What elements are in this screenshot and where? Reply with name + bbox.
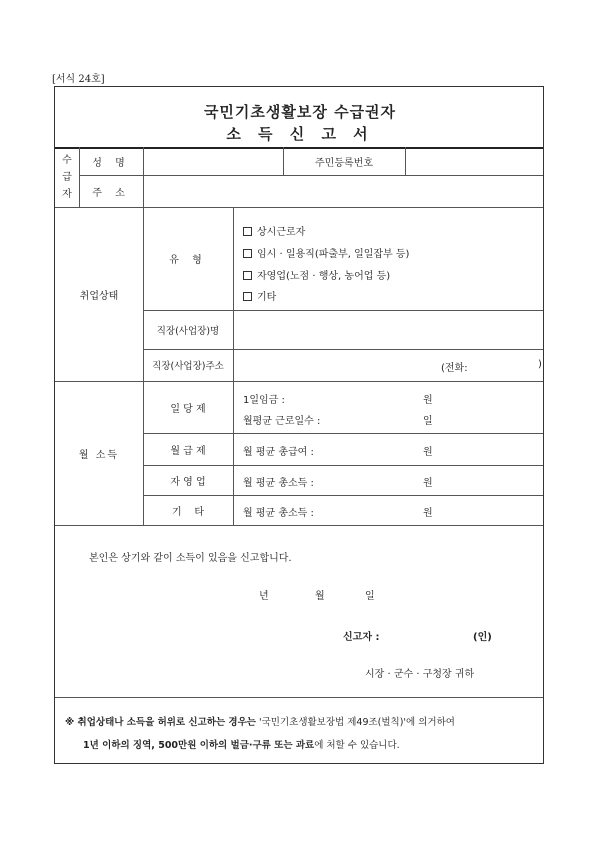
workplace-address-label: 직장(사업장)주소 xyxy=(152,361,224,372)
name-label: 성 명 xyxy=(92,157,130,169)
self-employed-income-label: 월 평균 총소득 : xyxy=(243,478,314,489)
workplace-address-field[interactable] xyxy=(234,350,434,381)
form-frame xyxy=(54,86,544,764)
checkbox-icon[interactable] xyxy=(243,292,252,301)
work-days-label: 월평균 근로일수 : xyxy=(243,416,321,427)
income-type-monthly: 월 급 제 xyxy=(170,445,206,457)
option-temporary[interactable]: 임시 · 일용직(파출부, 일일잡부 등) xyxy=(243,245,409,260)
name-field[interactable] xyxy=(144,148,282,175)
date-year: 년 xyxy=(259,591,269,602)
date-month: 월 xyxy=(315,591,325,602)
form-title-line2: 소 득 신 고 서 xyxy=(226,125,374,143)
monthly-income-label: 월 소득 xyxy=(78,449,120,461)
recipient-label-char: 수 xyxy=(62,154,72,166)
income-type-self-employed: 자 영 업 xyxy=(170,476,206,488)
daily-wage-unit: 원 xyxy=(423,395,433,406)
phone-field[interactable] xyxy=(477,353,535,377)
option-regular[interactable]: 상시근로자 xyxy=(243,223,305,238)
rrn-field[interactable] xyxy=(406,148,542,175)
checkbox-icon[interactable] xyxy=(243,249,252,258)
recipient-label xyxy=(55,147,79,207)
income-type-daily: 일 당 제 xyxy=(170,403,206,415)
monthly-salary-unit: 원 xyxy=(423,447,433,458)
employment-label: 취업상태 xyxy=(79,290,119,302)
rrn-label: 주민등록번호 xyxy=(315,157,373,169)
reporter-label: 신고자 : xyxy=(343,632,380,643)
date-day: 일 xyxy=(365,591,375,602)
address-label: 주 소 xyxy=(92,187,130,199)
form-number: [서식 24호] xyxy=(52,74,105,85)
checkbox-icon[interactable] xyxy=(243,227,252,236)
recipient-label-char: 자 xyxy=(62,188,72,200)
divider-declaration xyxy=(55,697,543,698)
seal-mark: (인) xyxy=(473,632,492,643)
divider-income xyxy=(55,525,543,526)
monthly-salary-label: 월 평균 총급여 : xyxy=(243,447,314,458)
other-income-label: 월 평균 총소득 : xyxy=(243,508,314,519)
form-title-line1: 국민기초생활보장 수급권자 xyxy=(203,103,397,121)
checkbox-icon[interactable] xyxy=(243,271,252,280)
address-field[interactable] xyxy=(144,176,542,207)
option-other[interactable]: 기타 xyxy=(243,288,276,303)
workplace-name-label: 직장(사업장)명 xyxy=(156,325,220,337)
declaration-statement: 본인은 상기와 같이 소득이 있음을 신고합니다. xyxy=(89,553,292,564)
employment-type-label: 유 형 xyxy=(169,255,207,266)
notice-line1: ※ 취업상태나 소득을 허위로 신고하는 경우는 '국민기초생활보장법 제49조(벌칙)'에 의거하여 xyxy=(65,717,455,728)
self-employed-income-unit: 원 xyxy=(423,478,433,489)
notice-line2: 1년 이하의 징역, 500만원 이하의 벌금·구류 또는 과료에 처할 수 있습니다. xyxy=(83,740,400,751)
addressee: 시장 · 군수 · 구청장 귀하 xyxy=(365,669,475,680)
workplace-name-field[interactable] xyxy=(234,311,542,349)
other-income-unit: 원 xyxy=(423,508,433,519)
recipient-label-char: 급 xyxy=(62,171,72,183)
work-days-unit: 일 xyxy=(423,416,433,427)
phone-close: ) xyxy=(538,359,542,370)
phone-label: (전화: xyxy=(441,363,468,374)
reporter-name-field[interactable] xyxy=(391,623,471,643)
daily-wage-label: 1일임금 : xyxy=(243,395,285,406)
income-type-other: 기 타 xyxy=(171,506,205,518)
option-self-employed[interactable]: 자영업(노점 · 행상, 농어업 등) xyxy=(243,267,390,282)
